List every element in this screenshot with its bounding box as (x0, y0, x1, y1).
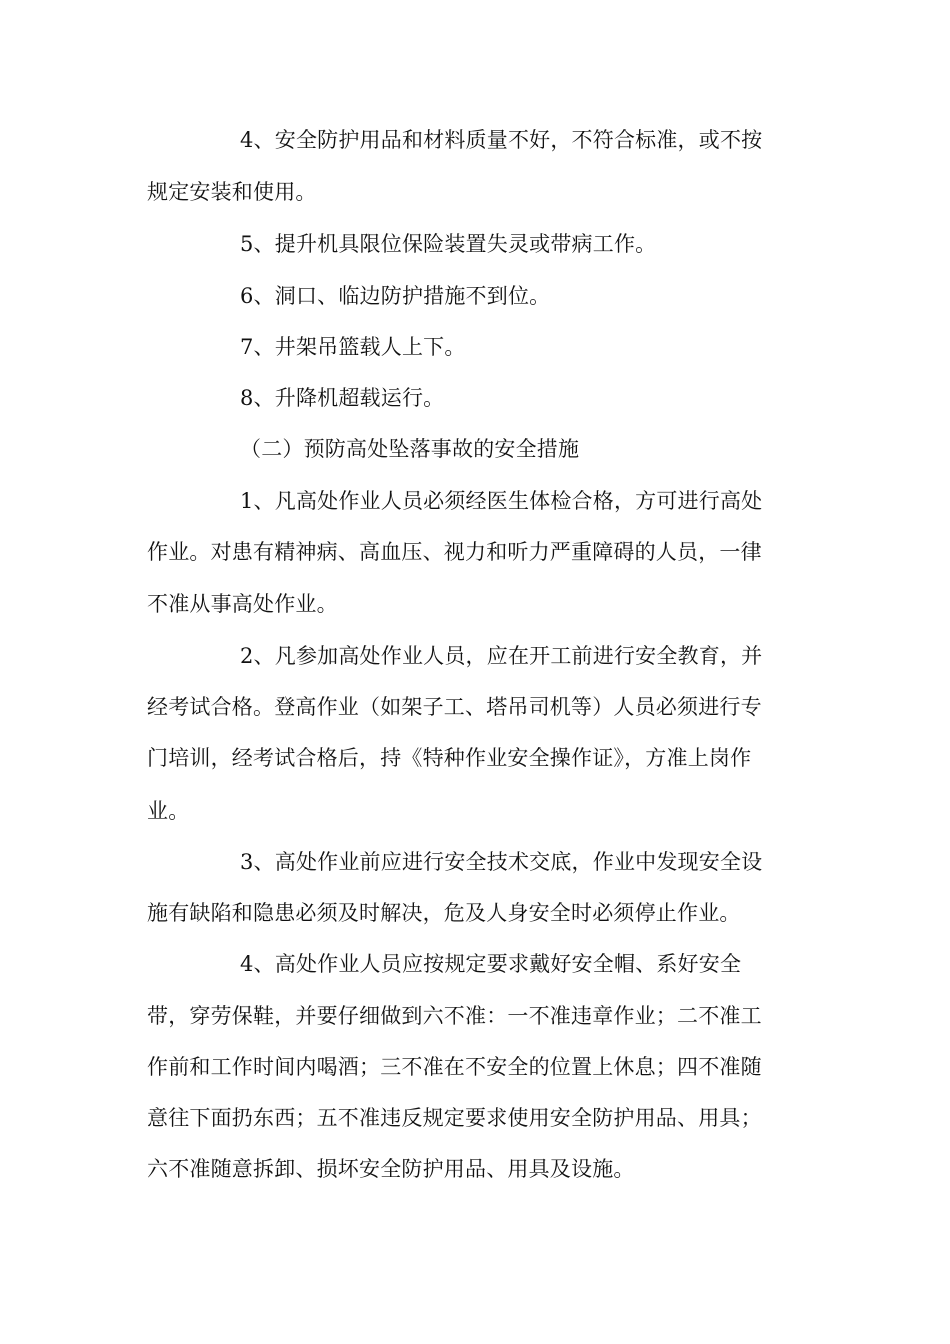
measure-4-line-3: 作前和工作时间内喝酒；三不准在不安全的位置上休息；四不准随 (147, 1055, 762, 1079)
list-item-4-line-2: 规定安装和使用。 (147, 180, 317, 204)
list-item-4-line-1: 4、安全防护用品和材料质量不好，不符合标准，或不按 (240, 128, 763, 152)
measure-4-line-1: 4、高处作业人员应按规定要求戴好安全帽、系好安全 (240, 952, 742, 976)
measure-1-line-3: 不准从事高处作业。 (147, 592, 338, 616)
measure-4-line-5: 六不准随意拆卸、损坏安全防护用品、用具及设施。 (147, 1157, 635, 1181)
list-item-6: 6、洞口、临边防护措施不到位。 (240, 284, 551, 308)
measure-2-line-3: 门培训，经考试合格后，持《特种作业安全操作证》，方准上岗作 (147, 746, 752, 770)
measure-2-line-1: 2、凡参加高处作业人员，应在开工前进行安全教育，并 (240, 644, 763, 668)
measure-2-line-2: 经考试合格。登高作业（如架子工、塔吊司机等）人员必须进行专 (147, 695, 762, 719)
measure-4-line-4: 意往下面扔东西；五不准违反规定要求使用安全防护用品、用具； (147, 1106, 762, 1130)
list-item-5: 5、提升机具限位保险装置失灵或带病工作。 (240, 232, 657, 256)
measure-3-line-2: 施有缺陷和隐患必须及时解决，危及人身安全时必须停止作业。 (147, 901, 741, 925)
measure-4-line-2: 带，穿劳保鞋，并要仔细做到六不准：一不准违章作业；二不准工 (147, 1004, 762, 1028)
measure-2-line-4: 业。 (147, 799, 190, 823)
list-item-7: 7、井架吊篮载人上下。 (240, 335, 466, 359)
measure-1-line-1: 1、凡高处作业人员必须经医生体检合格，方可进行高处 (240, 489, 763, 513)
measure-3-line-1: 3、高处作业前应进行安全技术交底，作业中发现安全设 (240, 850, 763, 874)
section-heading: （二）预防高处坠落事故的安全措施 (240, 437, 580, 461)
measure-1-line-2: 作业。对患有精神病、高血压、视力和听力严重障碍的人员，一律 (147, 540, 762, 564)
list-item-8: 8、升降机超载运行。 (240, 386, 445, 410)
